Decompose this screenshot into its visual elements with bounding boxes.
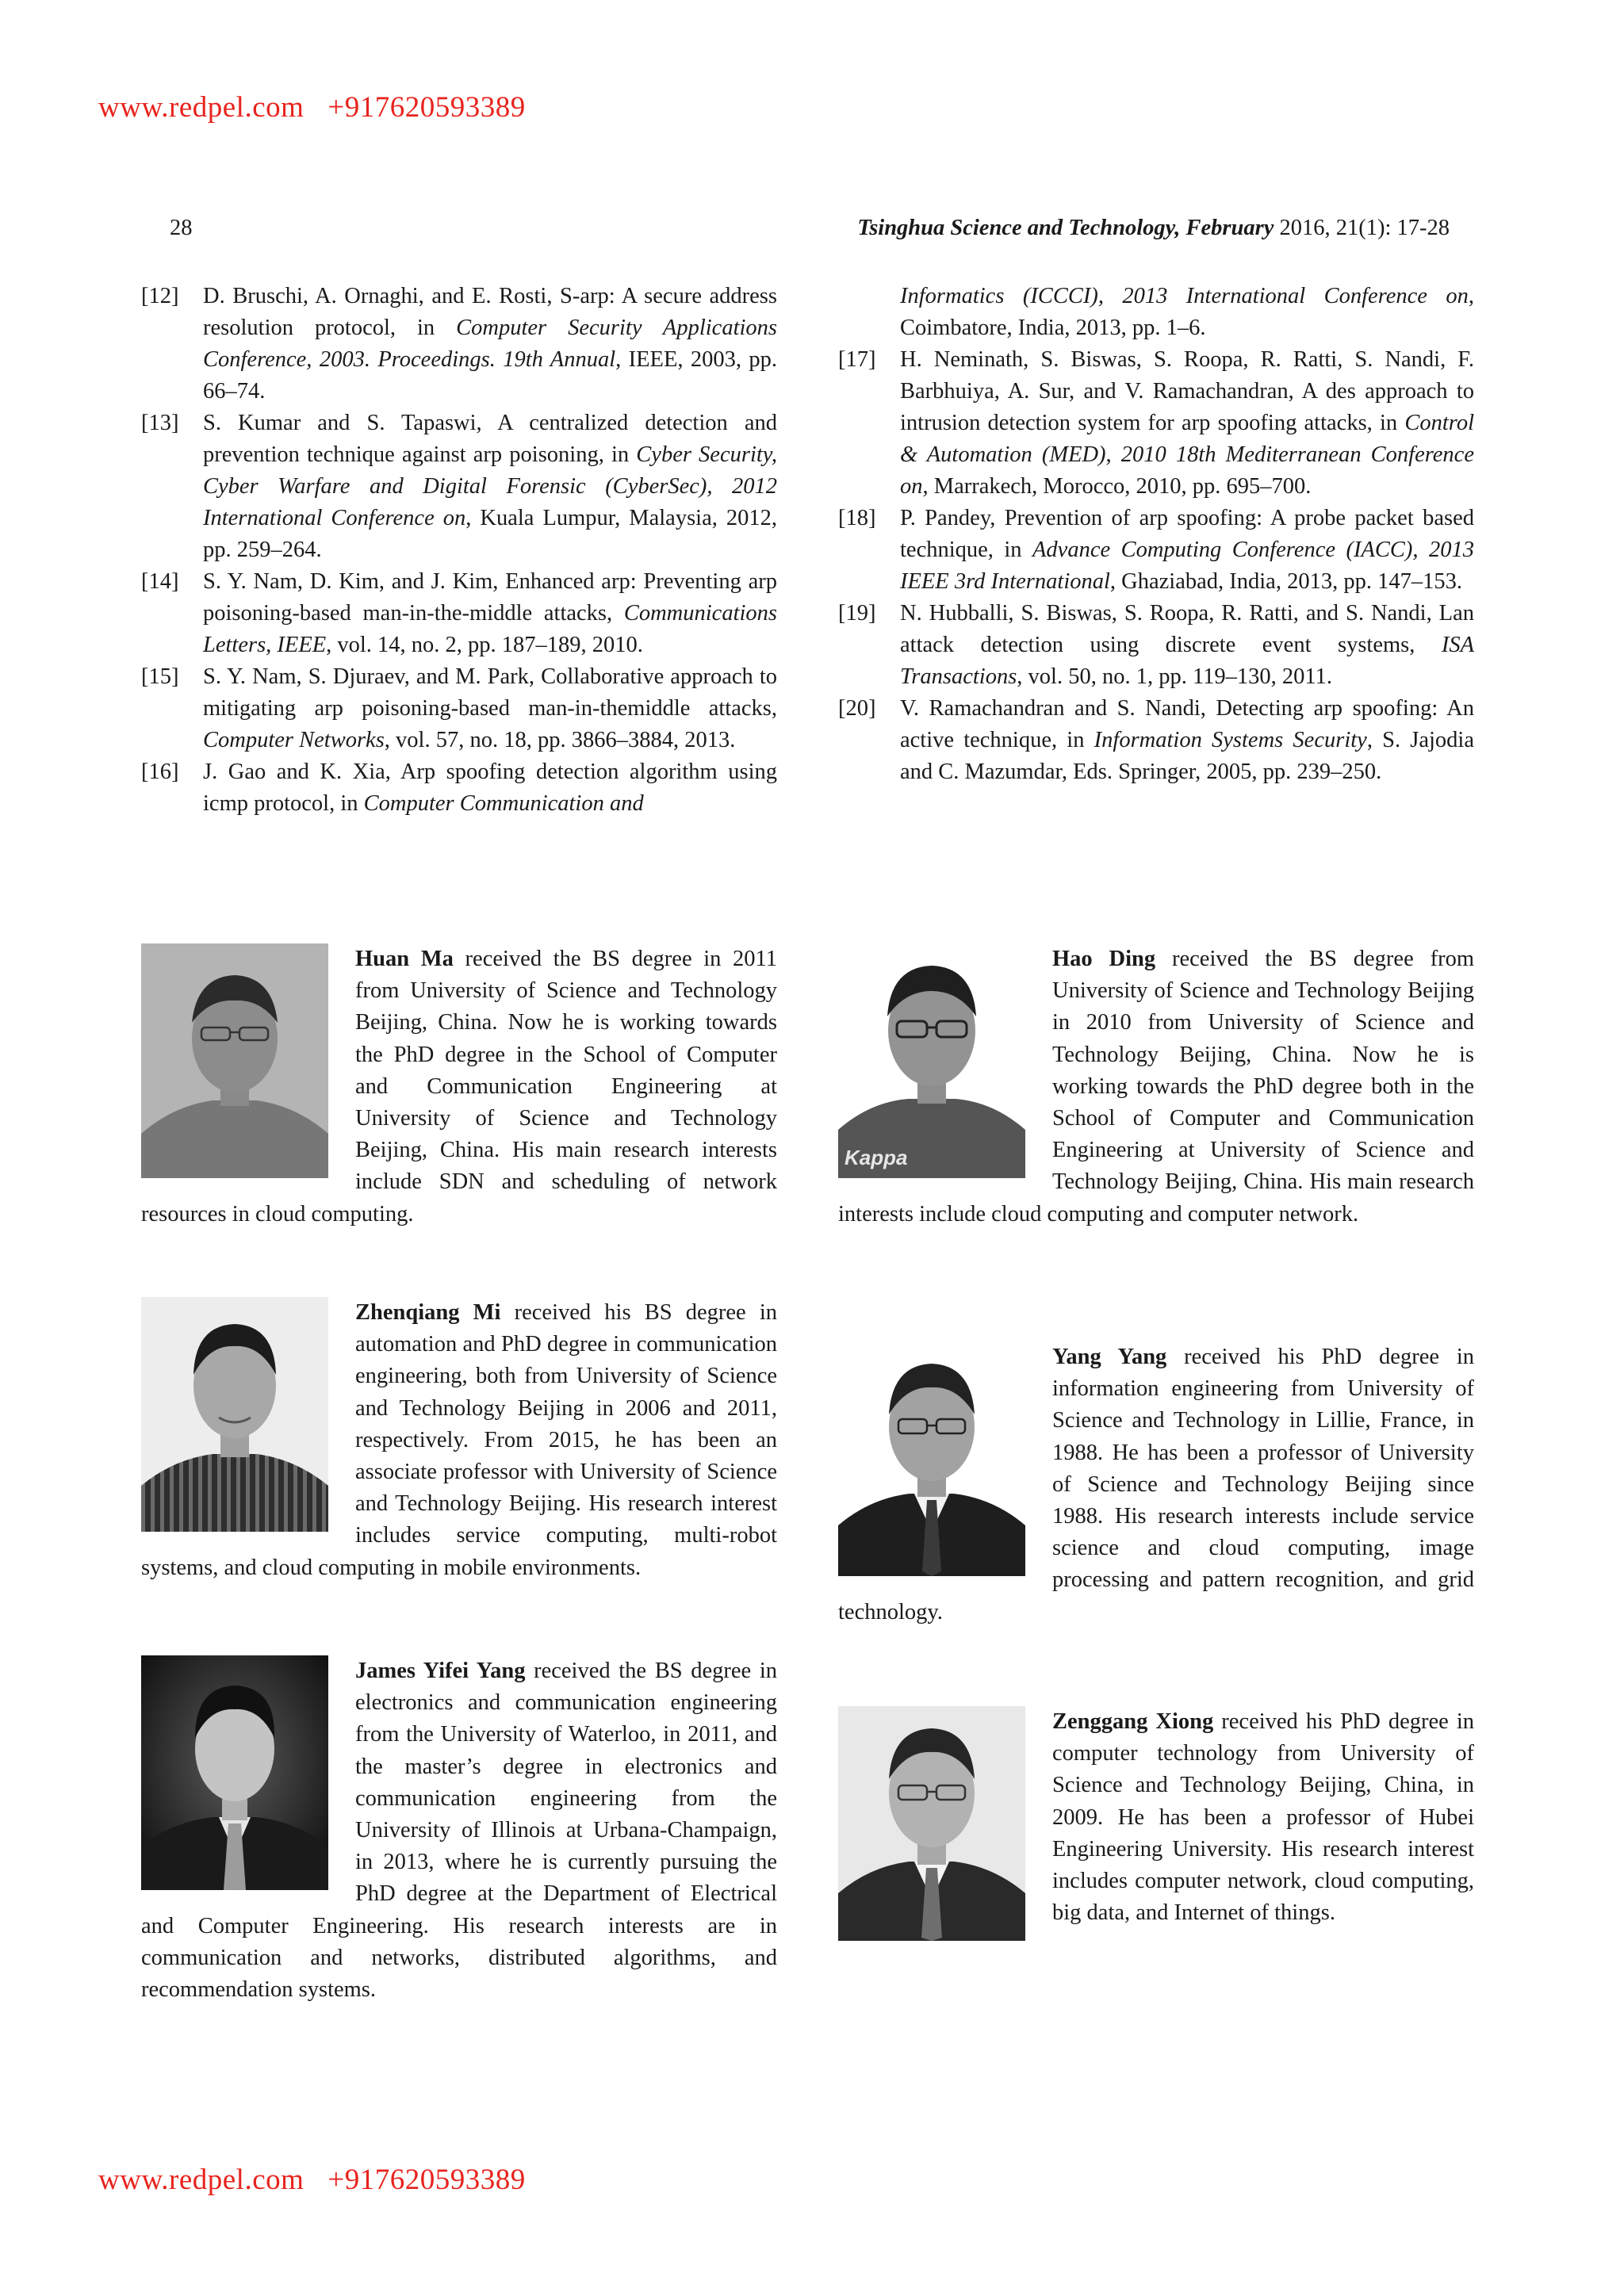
reference-text: S. Y. Nam, S. Djuraev, and M. Park, Collaborative approach to mitigating arp poisoning-based man-in-themiddle attacks,: [203, 664, 777, 721]
reference-venue: Information Systems Security: [1094, 728, 1367, 752]
author-name: Yang Yang: [1052, 1345, 1167, 1369]
reference-item: [838, 693, 1474, 788]
reference-item: [141, 661, 777, 756]
journal-issue: 2016, 21(1): 17-28: [1279, 216, 1450, 240]
reference-text: D. Bruschi, A. Ornaghi, and E. Rosti, S-arp: A secure address resolution protocol, in: [203, 284, 777, 340]
reference-venue: Computer Security Applications Conference, 2003. Proceedings. 19th Annual: [203, 316, 777, 372]
reference-venue: Control & Automation (MED), 2010 18th Mediterranean Conference on: [900, 411, 1474, 499]
reference-item: [838, 598, 1474, 693]
references-left-column: [141, 281, 777, 820]
bio-huan-ma: [141, 943, 777, 1230]
page-number: 28: [170, 216, 193, 240]
bio-zenggang-xiong: [838, 1706, 1474, 1946]
reference-text: , Kuala Lumpur, Malaysia, 2012, pp. 259–264.: [203, 506, 777, 562]
reference-item: [141, 756, 777, 820]
reference-item: [141, 566, 777, 661]
bio-hao-ding: [838, 943, 1474, 1230]
author-photo: [838, 1341, 1025, 1576]
running-header: [170, 216, 1450, 251]
reference-number: [20]: [838, 696, 876, 721]
bio-text: received the BS degree in electronics and communication engineering from the University of Waterloo, in 2011, and the master’s degree in electronics and communication engineering from the University of Illinois at Urbana-Champaign, in 2013, where he is currently pursuing the PhD degree at the Department of Electrical and Computer Engineering. His research interests are in communication and networks, distributed algorithms, and recommendation systems.: [141, 1659, 778, 2003]
reference-number: [17]: [838, 347, 876, 372]
reference-item: [838, 344, 1474, 503]
bio-james-yifei-yang: [141, 1655, 777, 2006]
watermark-phone: +917620593389: [327, 2164, 526, 2196]
author-photo: [838, 1706, 1025, 1941]
reference-text: , vol. 14, no. 2, pp. 187–189, 2010.: [326, 633, 643, 657]
watermark-site: www.redpel.com: [98, 91, 304, 124]
bio-text: received his BS degree in automation and PhD degree in communication engineering, both from University of Science and Technology Beijing in 2006 and 2011, respectively. From 2015, he has been an associate professor with University of Science and Technology Beijing. His research interest includes service computing, multi-robot systems, and cloud computing in mobile environments.: [141, 1300, 778, 1580]
reference-item: [141, 408, 777, 566]
author-name: Huan Ma: [355, 947, 454, 971]
author-name: Zenggang Xiong: [1052, 1709, 1214, 1734]
reference-text: J. Gao and K. Xia, Arp spoofing detection algorithm using icmp protocol, in: [203, 760, 777, 816]
reference-text: , IEEE, 2003, pp. 66–74.: [203, 347, 778, 404]
reference-number: [18]: [838, 506, 876, 530]
author-photo: [141, 1655, 328, 1890]
reference-text: , vol. 57, no. 18, pp. 3866–3884, 2013.: [384, 728, 736, 752]
author-name: Hao Ding: [1052, 947, 1156, 971]
references-right-column: [838, 281, 1474, 788]
reference-venue: Cyber Security, Cyber Warfare and Digital Forensic (CyberSec), 2012 International Conference on: [203, 442, 777, 530]
reference-venue: Advance Computing Conference (IACC), 2013 IEEE 3rd International: [900, 538, 1474, 594]
reference-venue: Informatics (ICCCI), 2013 International Conference on: [900, 284, 1469, 308]
bio-yang-yang: [838, 1341, 1474, 1628]
bio-zhenqiang-mi: [141, 1297, 777, 1584]
reference-item-continued: [838, 281, 1474, 344]
reference-text: , S. Jajodia and C. Mazumdar, Eds. Springer, 2005, pp. 239–250.: [900, 728, 1475, 784]
reference-text: V. Ramachandran and S. Nandi, Detecting arp spoofing: An active technique, in: [900, 696, 1474, 752]
bio-text: received the BS degree in 2011 from University of Science and Technology Beijing, China. Now he is working towards the PhD degree in the School of Computer and Communication Engineering at University of Science and Technology Beijing, China. His main research interests include SDN and scheduling of network resources in cloud computing.: [141, 947, 777, 1226]
reference-number: [16]: [141, 760, 179, 784]
watermark-top: [98, 90, 526, 124]
reference-text: P. Pandey, Prevention of arp spoofing: A probe packet based technique, in: [900, 506, 1474, 562]
reference-number: [12]: [141, 284, 179, 308]
reference-number: [13]: [141, 411, 179, 435]
reference-number: [15]: [141, 664, 179, 689]
journal-name: Tsinghua Science and Technology, February: [857, 216, 1274, 240]
author-photo: [838, 943, 1025, 1178]
reference-text: , Marrakech, Morocco, 2010, pp. 695–700.: [922, 474, 1312, 499]
shirt-logo: Kappa: [845, 1146, 908, 1169]
watermark-site: www.redpel.com: [98, 2164, 304, 2196]
reference-number: [14]: [141, 569, 179, 594]
reference-text: S. Y. Nam, D. Kim, and J. Kim, Enhanced arp: Preventing arp poisoning-based man-in-the-middle attacks,: [203, 569, 777, 626]
reference-item: [838, 503, 1474, 598]
watermark-phone: +917620593389: [327, 91, 526, 124]
watermark-bottom: [98, 2163, 526, 2197]
reference-number: [19]: [838, 601, 876, 626]
reference-venue: ISA Transactions: [900, 633, 1474, 689]
author-name: James Yifei Yang: [355, 1659, 526, 1683]
reference-venue: Computer Networks: [203, 728, 385, 752]
reference-venue: Communications Letters, IEEE: [203, 601, 777, 657]
reference-item: [141, 281, 777, 408]
reference-venue: Computer Communication and: [363, 791, 644, 816]
reference-text: N. Hubballi, S. Biswas, S. Roopa, R. Ratti, and S. Nandi, Lan attack detection using discrete event systems,: [900, 601, 1474, 657]
reference-text: , Ghaziabad, India, 2013, pp. 147–153.: [1109, 569, 1462, 594]
author-photo: [141, 1297, 328, 1532]
author-name: Zhenqiang Mi: [355, 1300, 501, 1325]
bio-text: received his PhD degree in computer technology from University of Science and Technology Beijing, China, in 2009. He has been a professor of Hubei Engineering University. His research interest includes computer network, cloud computing, big data, and Internet of things.: [1052, 1709, 1474, 1926]
reference-text: , Coimbatore, India, 2013, pp. 1–6.: [900, 284, 1474, 340]
journal-citation: [857, 216, 1450, 241]
author-photo: [141, 943, 328, 1178]
reference-text: H. Neminath, S. Biswas, S. Roopa, R. Ratti, S. Nandi, F. Barbhuiya, A. Sur, and V. Ramachandran, A des approach to intrusion detection system for arp spoofing attacks, in: [900, 347, 1474, 435]
reference-text: S. Kumar and S. Tapaswi, A centralized detection and prevention technique against arp poisoning, in: [203, 411, 777, 467]
bio-text: received his PhD degree in information engineering from University of Science and Technology in Lillie, France, in 1988. He has been a professor of University of Science and Technology Beijing since 1988. His research interests include service science and cloud computing, image processing and pattern recognition, and grid technology.: [838, 1345, 1474, 1624]
reference-text: , vol. 50, no. 1, pp. 119–130, 2011.: [1017, 664, 1332, 689]
bio-text: received the BS degree from University of Science and Technology Beijing in 2010 from University of Science and Technology Beijing, China. Now he is working towards the PhD degree both in the School of Computer and Communication Engineering at University of Science and Technology Beijing, China. His main research interests include cloud computing and computer network.: [838, 947, 1474, 1226]
